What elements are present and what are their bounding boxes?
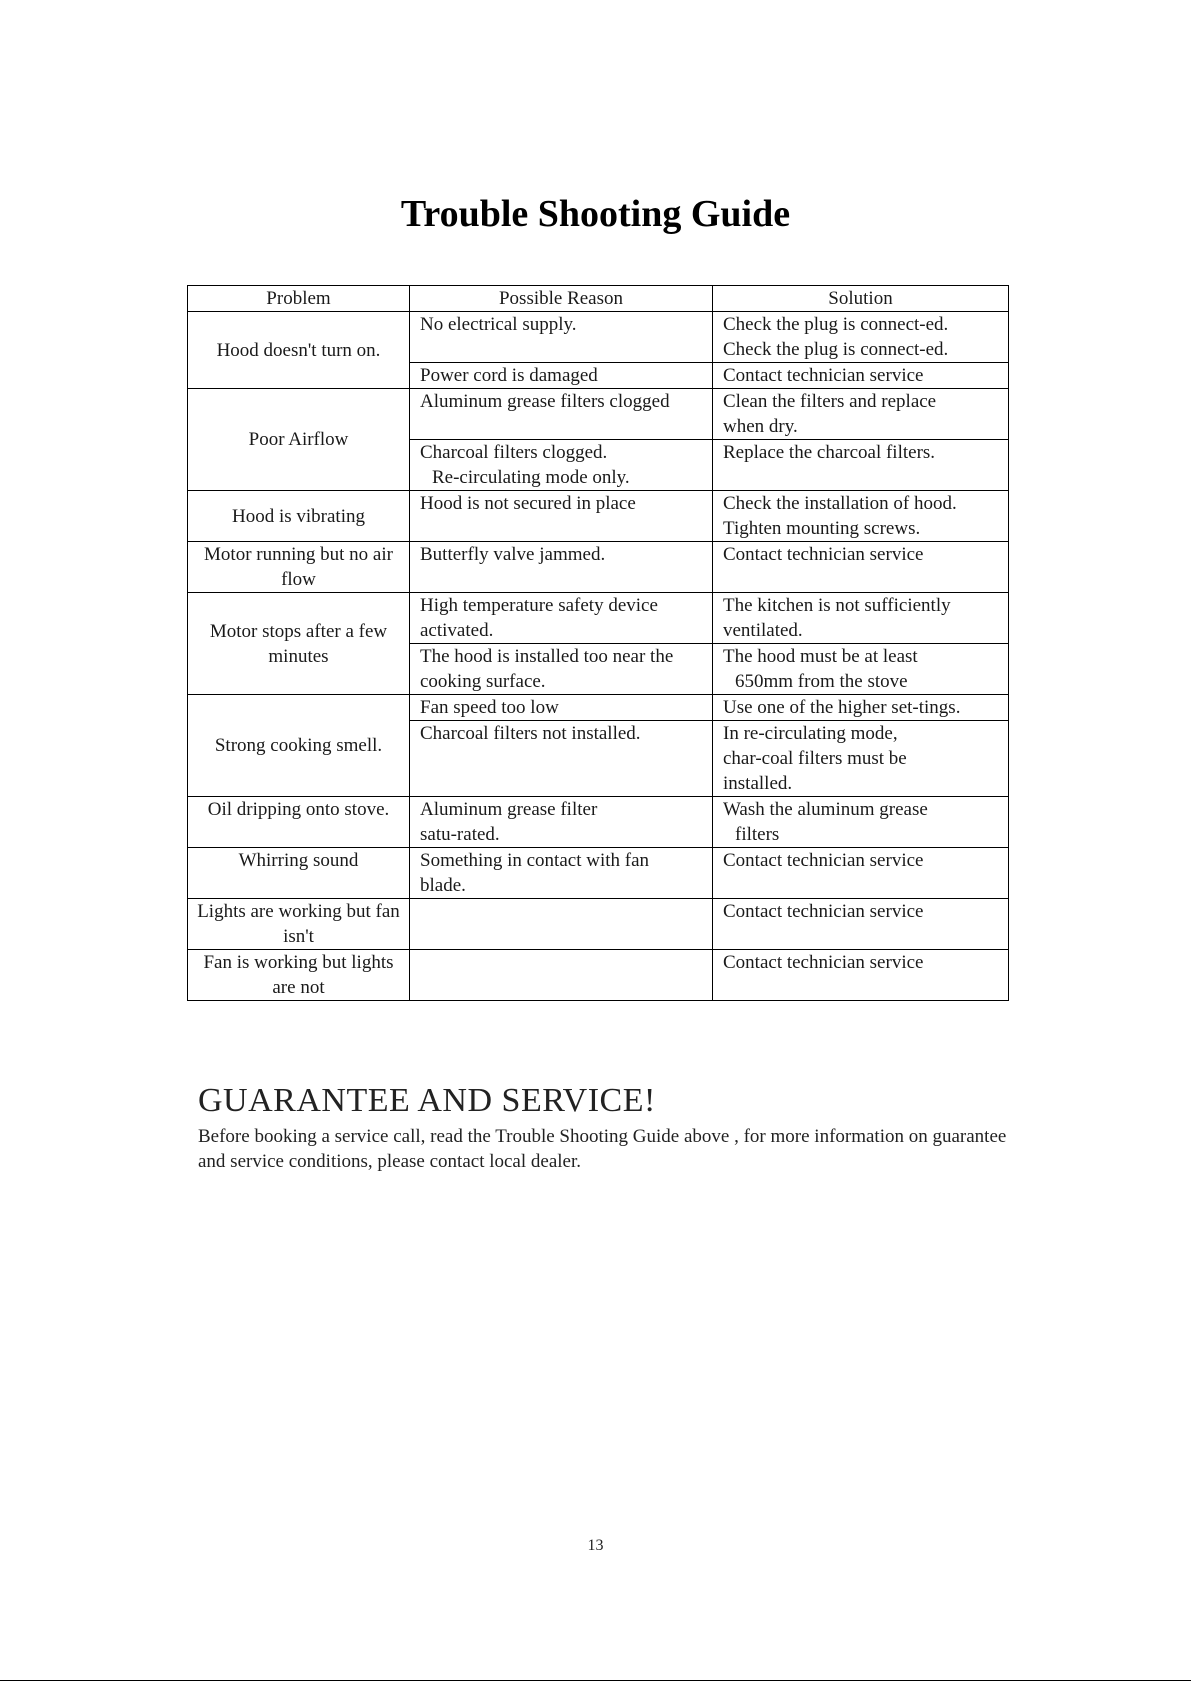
cell-line: Contact technician service <box>723 544 924 565</box>
table-row <box>188 542 1009 593</box>
cell-line: Contact technician service <box>723 901 924 922</box>
solution-cell <box>713 389 1009 440</box>
cell-line: Charcoal filters clogged. <box>420 442 608 463</box>
cell-line: Check the installation of hood. <box>723 493 957 514</box>
cell-line: Contact technician service <box>723 365 924 386</box>
cell-line: 650mm from the stove <box>735 671 908 692</box>
solution-cell <box>713 542 1009 593</box>
solution-cell <box>713 363 1009 389</box>
reason-cell <box>410 312 713 363</box>
solution-cell <box>713 721 1009 797</box>
cell-line: blade. <box>420 875 466 896</box>
problem-cell: Motor stops after a few minutes <box>188 593 410 695</box>
cell-line: No electrical supply. <box>420 314 577 335</box>
cell-line: cooking surface. <box>420 671 546 692</box>
cell-line: when dry. <box>723 416 798 437</box>
cell-line: Wash the aluminum grease <box>723 799 928 820</box>
problem-cell: Hood doesn't turn on. <box>188 312 410 389</box>
reason-cell <box>410 721 713 797</box>
solution-cell <box>713 312 1009 363</box>
cell-line: In re-circulating mode, <box>723 723 898 744</box>
cell-line: Check the plug is connect-ed. <box>723 314 949 335</box>
reason-cell <box>410 695 713 721</box>
cell-line: filters <box>735 824 780 845</box>
solution-cell <box>713 491 1009 542</box>
cell-line: Clean the filters and replace <box>723 391 937 412</box>
footer-rule <box>0 1680 1191 1681</box>
cell-line: The kitchen is not sufficiently <box>723 595 951 616</box>
cell-line: Aluminum grease filter <box>420 799 598 820</box>
cell-line: Power cord is damaged <box>420 365 598 386</box>
cell-line: satu-rated. <box>420 824 500 845</box>
reason-cell <box>410 440 713 491</box>
cell-line: Fan speed too low <box>420 697 559 718</box>
troubleshooting-table <box>187 285 1009 1001</box>
problem-cell: Fan is working but lights are not <box>188 950 410 1001</box>
problem-cell: Strong cooking smell. <box>188 695 410 797</box>
cell-line: Tighten mounting screws. <box>723 518 921 539</box>
cell-line: Aluminum grease filters clogged <box>420 391 670 412</box>
reason-cell <box>410 593 713 644</box>
cell-line: activated. <box>420 620 494 641</box>
reason-cell <box>410 491 713 542</box>
table-row <box>188 695 1009 721</box>
cell-line: Butterfly valve jammed. <box>420 544 606 565</box>
solution-cell <box>713 899 1009 950</box>
cell-line: Re-circulating mode only. <box>432 467 630 488</box>
table-row <box>188 797 1009 848</box>
cell-line: Use one of the higher set-tings. <box>723 697 961 718</box>
page-number: 13 <box>587 1537 604 1554</box>
solution-cell <box>713 797 1009 848</box>
guarantee-heading: GUARANTEE AND SERVICE! <box>198 1082 656 1119</box>
reason-cell <box>410 848 713 899</box>
cell-line: Charcoal filters not installed. <box>420 723 641 744</box>
problem-cell: Whirring sound <box>188 848 410 899</box>
cell-line <box>420 899 702 924</box>
problem-cell: Motor running but no air flow <box>188 542 410 593</box>
problem-cell: Lights are working but fan isn't <box>188 899 410 950</box>
cell-line: ventilated. <box>723 620 803 641</box>
reason-cell <box>410 389 713 440</box>
header-problem: Problem <box>188 286 410 312</box>
solution-cell <box>713 950 1009 1001</box>
table-row <box>188 389 1009 440</box>
table-header-row <box>188 286 1009 312</box>
problem-cell: Poor Airflow <box>188 389 410 491</box>
problem-cell: Oil dripping onto stove. <box>188 797 410 848</box>
cell-line: Check the plug is connect-ed. <box>723 339 949 360</box>
cell-line: Hood is not secured in place <box>420 493 636 514</box>
table-row <box>188 899 1009 950</box>
cell-line <box>420 950 702 975</box>
reason-cell <box>410 797 713 848</box>
solution-cell <box>713 644 1009 695</box>
reason-cell <box>410 644 713 695</box>
cell-line: Contact technician service <box>723 952 924 973</box>
cell-line: Contact technician service <box>723 850 924 871</box>
solution-cell <box>713 695 1009 721</box>
table-body <box>188 312 1009 1001</box>
cell-line: char-coal filters must be <box>723 748 907 769</box>
solution-cell <box>713 848 1009 899</box>
cell-line: installed. <box>723 773 793 794</box>
table-row <box>188 593 1009 644</box>
table-row <box>188 848 1009 899</box>
cell-line: Replace the charcoal filters. <box>723 442 936 463</box>
table-row <box>188 491 1009 542</box>
cell-line: High temperature safety device <box>420 595 658 616</box>
header-possible-reason: Possible Reason <box>410 286 713 312</box>
table-row <box>188 950 1009 1001</box>
reason-cell <box>410 950 713 1001</box>
guarantee-text: Before booking a service call, read the Trouble Shooting Guide above , for more information on guarantee and service conditions, please contact local dealer. <box>198 1126 1007 1172</box>
solution-cell <box>713 593 1009 644</box>
table-row <box>188 312 1009 363</box>
cell-line: The hood must be at least <box>723 646 918 667</box>
cell-line: Something in contact with fan <box>420 850 650 871</box>
page-title: Trouble Shooting Guide <box>400 193 791 235</box>
header-solution: Solution <box>713 286 1009 312</box>
reason-cell <box>410 899 713 950</box>
cell-line: The hood is installed too near the <box>420 646 674 667</box>
reason-cell <box>410 542 713 593</box>
problem-cell: Hood is vibrating <box>188 491 410 542</box>
solution-cell <box>713 440 1009 491</box>
reason-cell <box>410 363 713 389</box>
